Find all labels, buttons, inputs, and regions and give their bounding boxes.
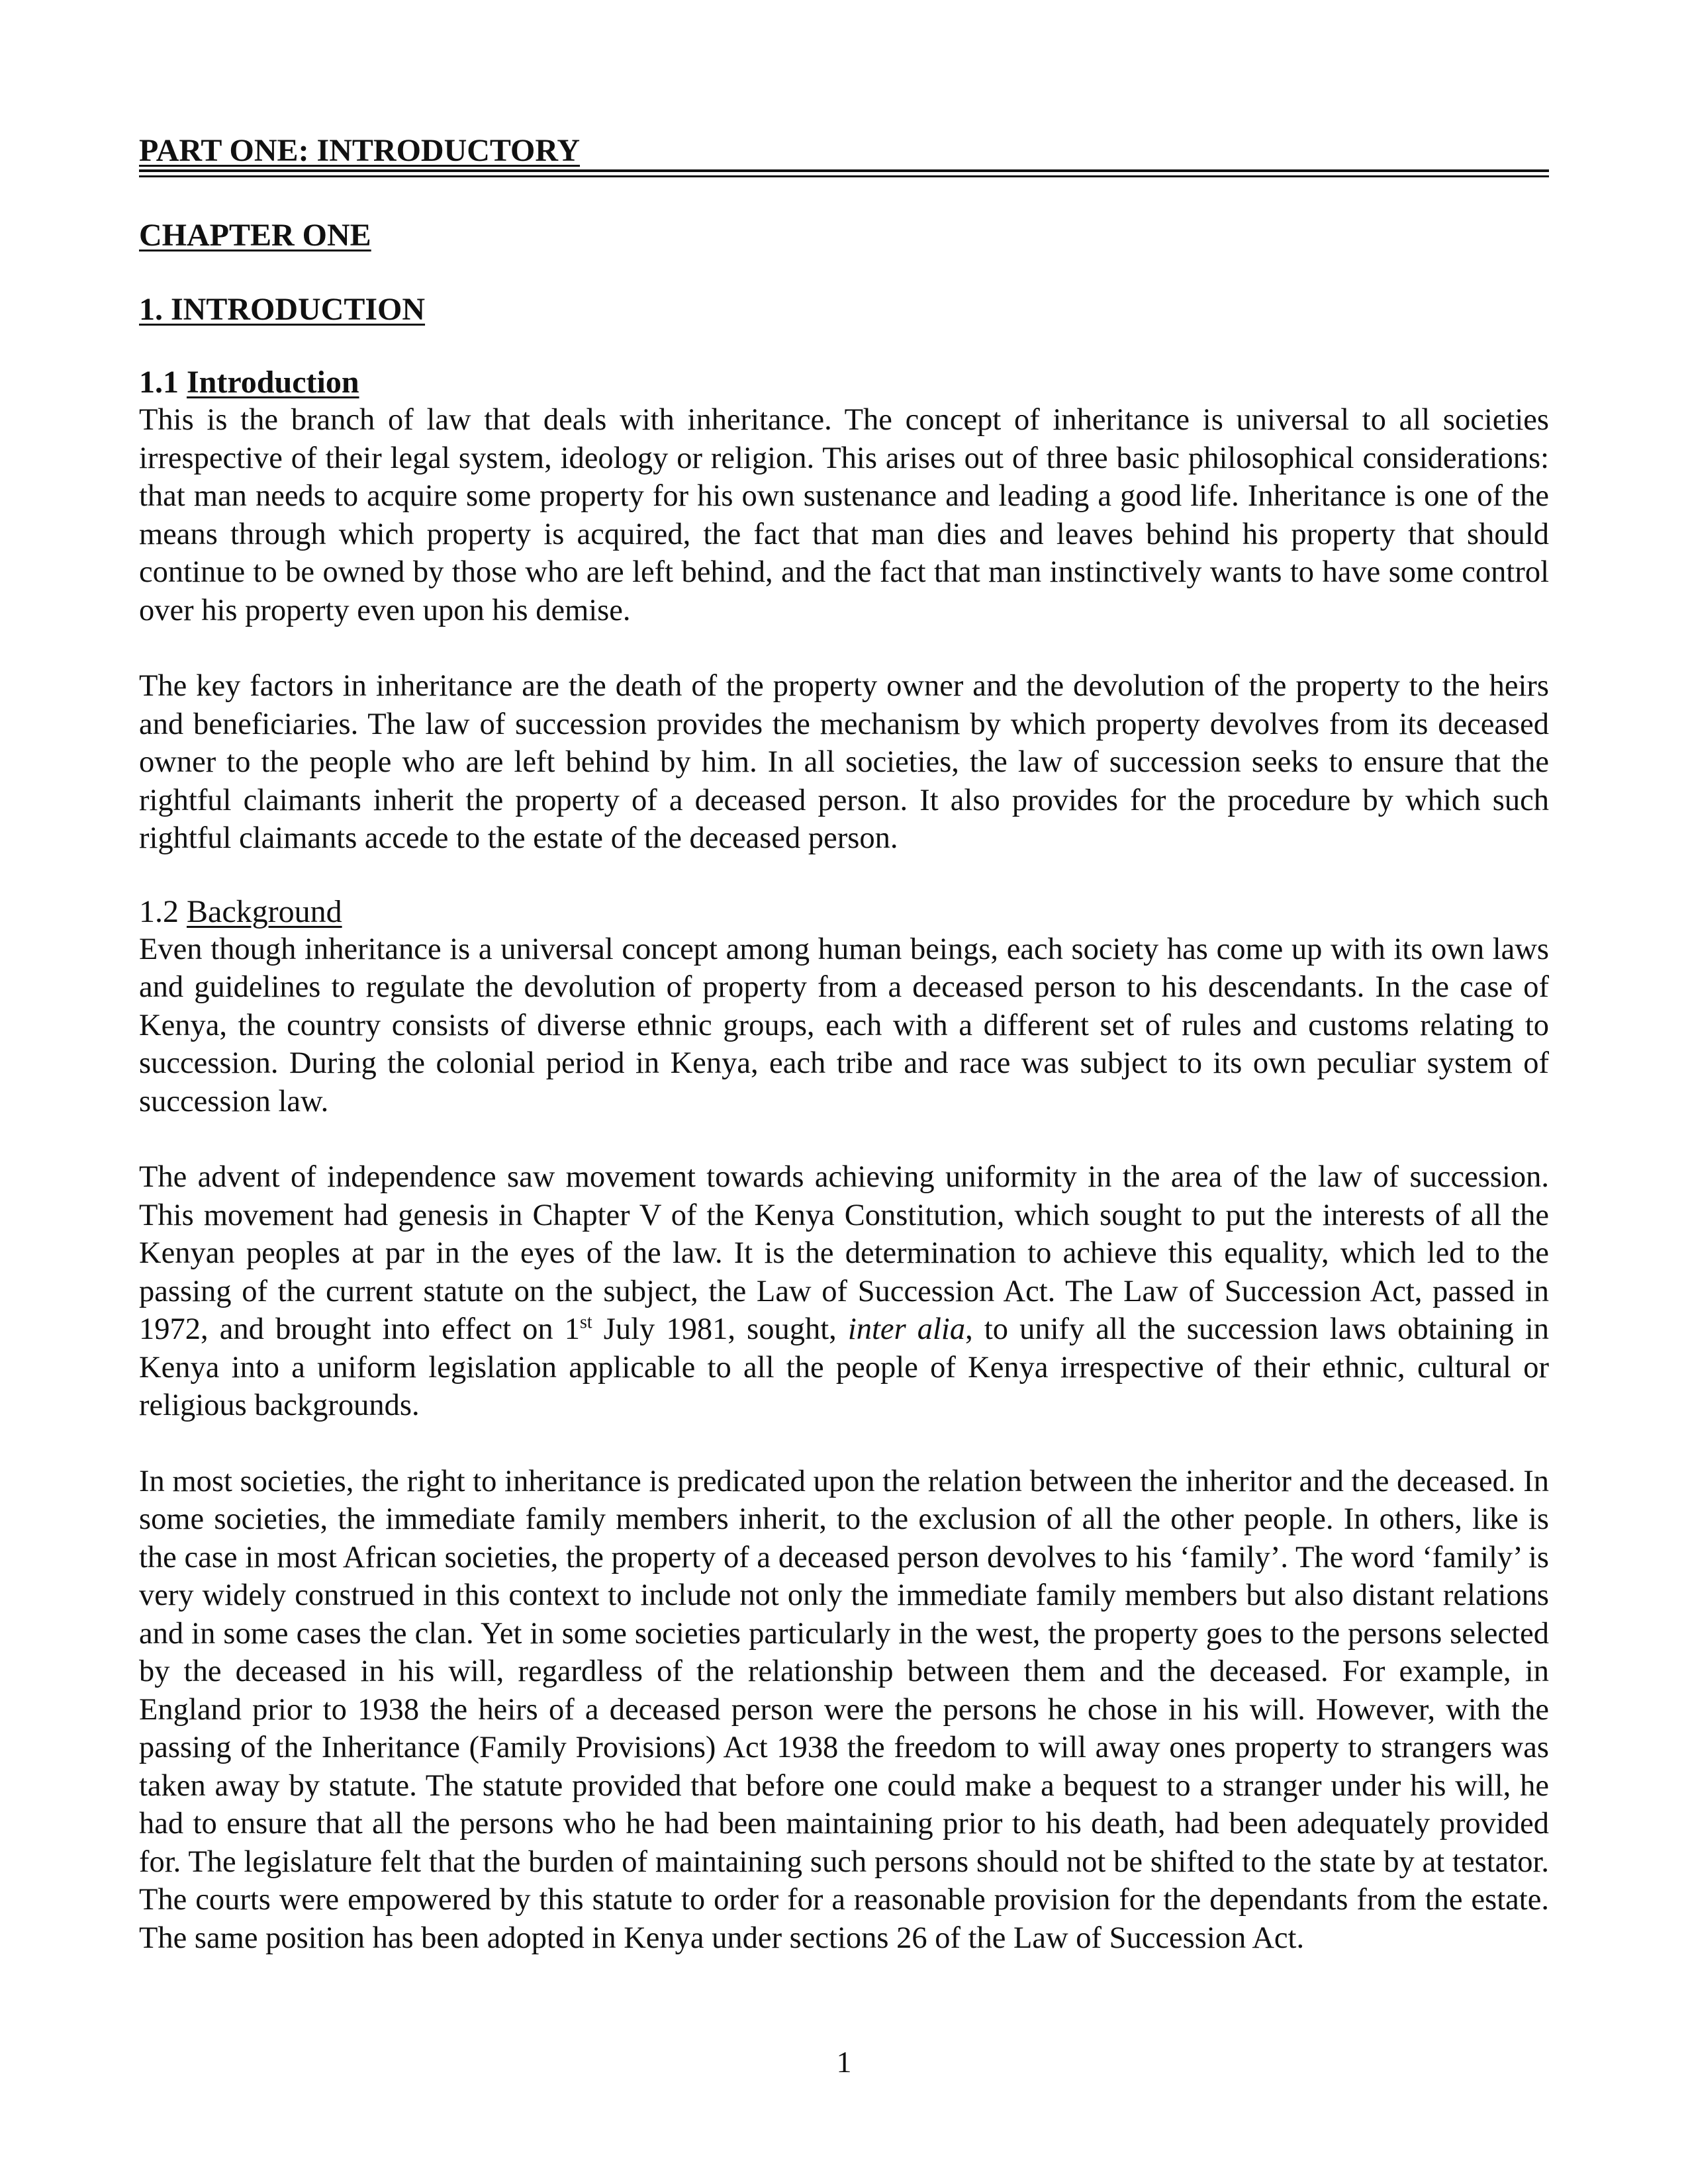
- document-page: [139, 132, 1549, 1957]
- section-heading: 1. INTRODUCTION: [139, 292, 426, 327]
- paragraph-text: , to unify all the succession laws obtaining in Kenya into a uniform legislation applicable to all the people of Kenya irrespective of their ethnic, cultural or religious backgrounds.: [139, 1312, 1549, 1422]
- paragraph-text: The advent of independence saw movement towards achieving uniformity in the area of the law of succession. This movement had genesis in Chapter V of the Kenya Constitution, which sought to put the interests of all the Kenyan peoples at par in the eyes of the law. It is the determination to achieve this equality, which led to the passing of the current statute on the subject, the Law of Succession Act. The Law of Succession Act, passed in 1972, and brought into effect on 1: [139, 1160, 1549, 1346]
- paragraph-introduction-2: The key factors in inheritance are the death of the property owner and the devolution of the property to the heirs and beneficiaries. The law of succession provides the mechanism by which property devolves from its deceased owner to the people who are left behind by him. In all societies, the law of succession seeks to ensure that the rightful claimants inherit the property of a deceased person. It also provides for the procedure by which such rightful claimants accede to the estate of the deceased person.: [139, 669, 1549, 855]
- part-heading-text: PART ONE: INTRODUCTORY: [139, 133, 581, 168]
- paragraph-background-1: Even though inheritance is a universal concept among human beings, each society has come up with its own laws and guidelines to regulate the devolution of property from a deceased person to his descendants. In the case of Kenya, the country consists of diverse ethnic groups, each with a different set of rules and customs relating to succession. During the colonial period in Kenya, each tribe and race was subject to its own peculiar system of succession law.: [139, 932, 1549, 1118]
- paragraph-background-3: In most societies, the right to inheritance is predicated upon the relation between the inheritor and the deceased. In some societies, the immediate family members inherit, to the exclusion of all the other people. In others, like is the case in most African societies, the property of a deceased person devolves to his ‘family’. The word ‘family’ is very widely construed in this context to include not only the immediate family members but also distant relations and in some cases the clan. Yet in some societies particularly in the west, the property goes to the persons selected by the deceased in his will, regardless of the relationship between them and the deceased. For example, in England prior to 1938 the heirs of a deceased person were the persons he chose in his will. However, with the passing of the Inheritance (Family Provisions) Act 1938 the freedom to will away ones property to strangers was taken away by statute. The statute provided that before one could make a bequest to a stranger under his will, he had to ensure that all the persons who he had been maintaining prior to his death, had been adequately provided for. The legislature felt that the burden of maintaining such persons should not be shifted to the state by at testator. The courts were empowered by this statute to order for a reasonable provision for the dependants from the estate. The same position has been adopted in Kenya under sections 26 of the Law of Succession Act.: [139, 1464, 1549, 1955]
- subsection-number: 1.2: [139, 893, 179, 929]
- italic-latin-phrase: inter alia: [847, 1312, 966, 1346]
- chapter-heading: CHAPTER ONE: [139, 218, 371, 253]
- page-number: 1: [836, 2045, 852, 2079]
- ordinal-superscript: st: [580, 1312, 592, 1333]
- paragraph-text: July 1981, sought,: [592, 1312, 848, 1346]
- paragraph-introduction-1: This is the branch of law that deals with inheritance. The concept of inheritance is universal to all societies irrespective of their legal system, ideology or religion. This arises out of three basic philosophical considerations: that man needs to acquire some property for his own sustenance and leading a good life. Inheritance is one of the means through which property is acquired, the fact that man dies and leaves behind his property that should continue to be owned by those who are left behind, and the fact that man instinctively wants to have some control over his property even upon his demise.: [139, 403, 1549, 627]
- double-rule-divider: [139, 169, 1549, 177]
- subsection-number: 1.1: [139, 365, 179, 400]
- paragraph-background-2: [139, 1158, 1549, 1425]
- part-heading: [139, 132, 1549, 177]
- subsection-heading-background: [139, 893, 1549, 931]
- subsection-heading-introduction: [139, 364, 1549, 401]
- subsection-title: Background: [187, 893, 342, 929]
- subsection-title: Introduction: [187, 365, 359, 400]
